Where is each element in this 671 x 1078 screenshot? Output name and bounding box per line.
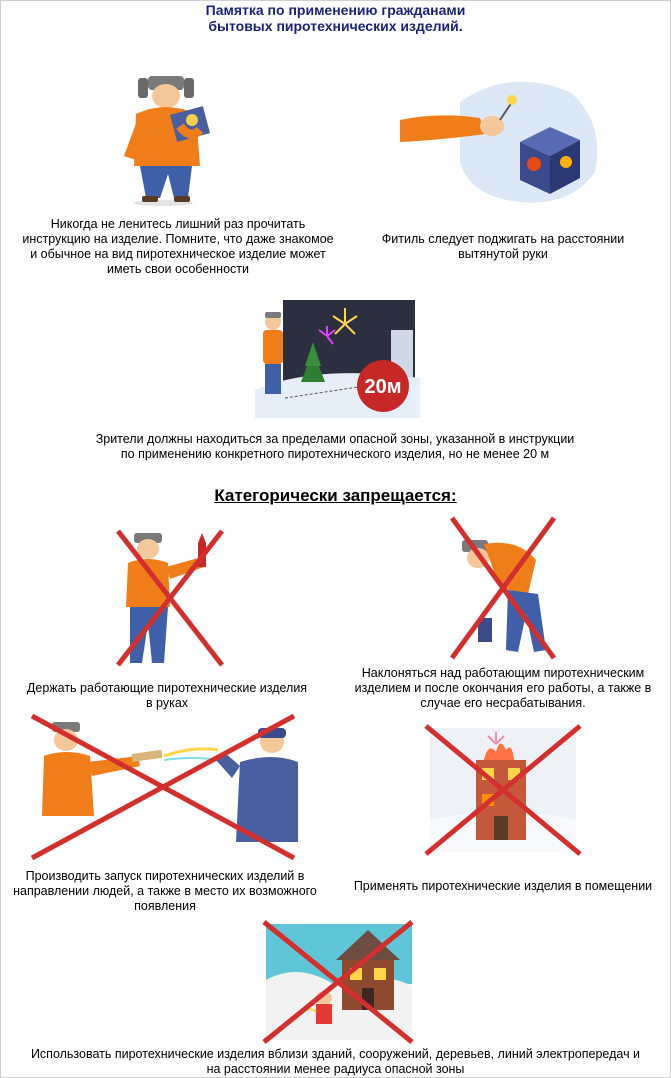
- illustration-holding-firework: [110, 523, 230, 671]
- illustration-near-house: [262, 920, 416, 1044]
- illustration-safe-distance: [255, 294, 425, 418]
- illustration-leaning-over-firework: [448, 514, 560, 662]
- caption-line: инструкцию на изделие. Помните, что даже знакомое: [22, 232, 334, 246]
- caption-line: в руках: [145, 696, 189, 710]
- caption-line: Применять пиротехнические изделия в помещении: [353, 879, 653, 893]
- distance-badge: 20м: [364, 376, 402, 398]
- caption-line: Держать работающие пиротехнические изделия: [26, 681, 308, 695]
- tip-2-caption: [346, 232, 660, 262]
- caption-line: Использовать пиротехнические изделия вблизи зданий, сооружений, деревьев, линий электропередач и: [30, 1047, 641, 1061]
- tip-3-caption: [60, 432, 610, 462]
- illustration-aiming-at-people: [28, 712, 300, 862]
- illustration-burning-building: [424, 724, 582, 856]
- caption-line: Никогда не ленитесь лишний раз прочитать: [50, 217, 306, 231]
- illustration-arm-lighting-fuse: [400, 72, 610, 212]
- forbidden-3-caption: [6, 869, 324, 914]
- title-line-2: бытовых пиротехнических изделий.: [208, 18, 463, 34]
- caption-line: Производить запуск пиротехнических изделий в: [25, 869, 305, 883]
- forbidden-1-caption: [12, 681, 322, 711]
- caption-line: вытянутой руки: [458, 247, 548, 261]
- caption-line: по применению конкретного пиротехнического изделия, но не менее 20 м: [120, 447, 550, 461]
- caption-line: случае его несрабатывания.: [420, 696, 586, 710]
- caption-line: появления: [134, 899, 196, 913]
- forbidden-4-caption: [346, 879, 660, 894]
- caption-line: иметь свои особенности: [107, 262, 249, 276]
- illustration-reading-instructions: [118, 56, 228, 206]
- caption-line: изделием и после окончания его работы, а также в: [354, 681, 652, 695]
- caption-line: Наклоняться над работающим пиротехническим: [361, 666, 645, 680]
- caption-line: Зрители должны находиться за пределами опасной зоны, указанной в инструкции: [95, 432, 575, 446]
- caption-line: на расстоянии менее радиуса опасной зоны: [206, 1062, 465, 1076]
- caption-line: направлении людей, а также в место их возможного: [13, 884, 317, 898]
- forbidden-heading: Категорически запрещается:: [214, 486, 457, 505]
- forbidden-5-caption: [10, 1047, 661, 1077]
- tip-1-caption: [10, 217, 346, 277]
- page-title: [0, 2, 671, 34]
- title-line-1: Памятка по применению гражданами: [205, 2, 466, 18]
- caption-line: Фитиль следует поджигать на расстоянии: [381, 232, 625, 246]
- caption-line: и обычное на вид пиротехническое изделие может: [30, 247, 326, 261]
- forbidden-2-caption: [346, 666, 660, 711]
